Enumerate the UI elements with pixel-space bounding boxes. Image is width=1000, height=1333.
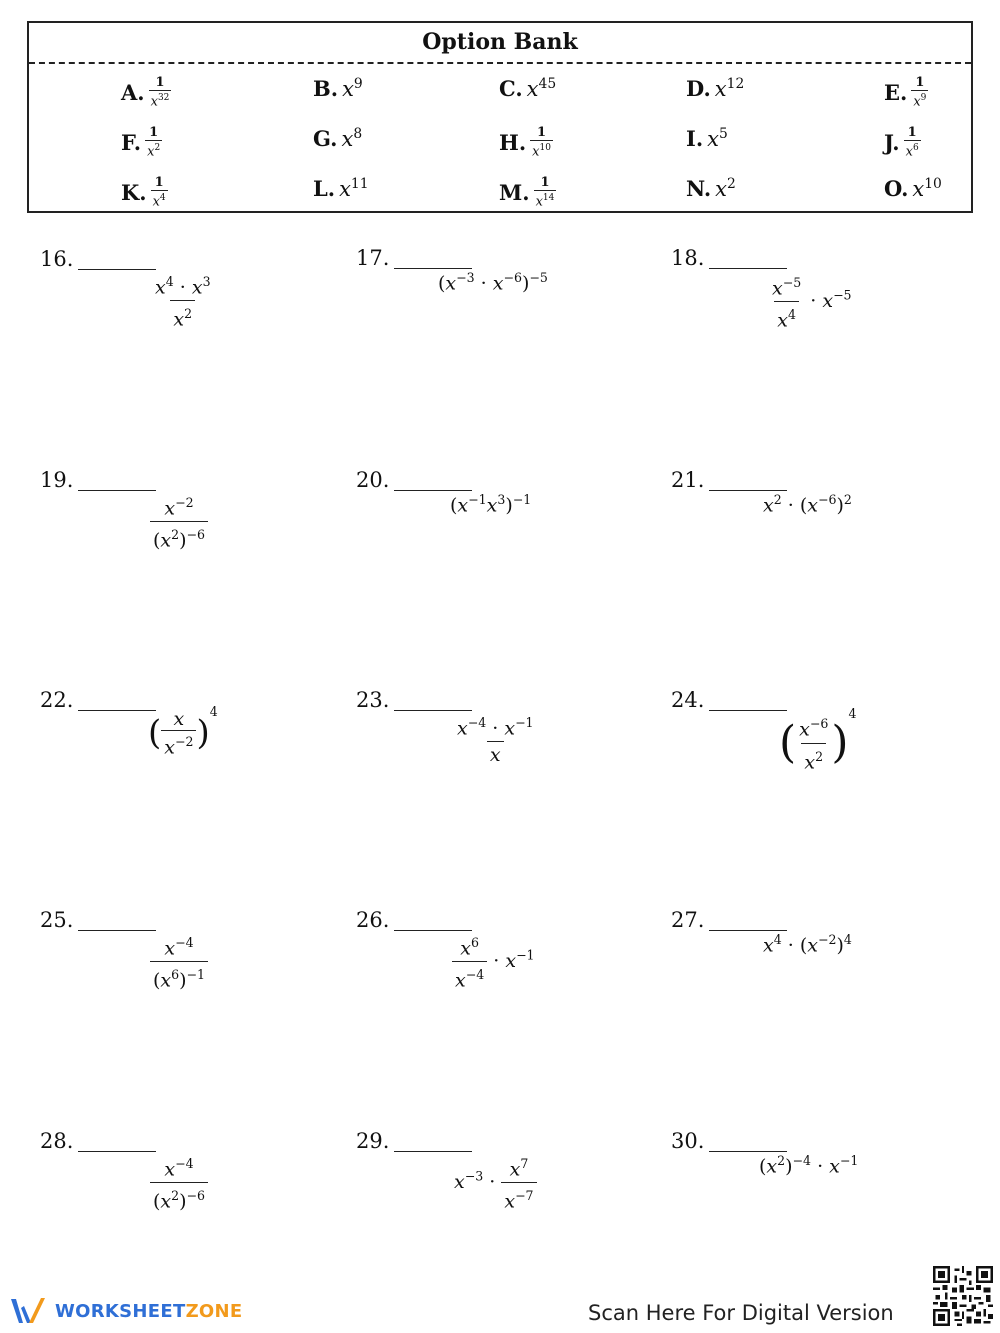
answer-blank[interactable]: [709, 268, 787, 269]
option-letter: K.: [121, 180, 147, 206]
scan-instruction: Scan Here For Digital Version: [588, 1301, 894, 1325]
problem-number: 19.: [40, 468, 74, 492]
problem-29: [356, 1129, 656, 1249]
option-letter: I.: [686, 126, 704, 151]
dashed-divider: [29, 62, 971, 64]
option-l: [313, 176, 369, 201]
option-f: [121, 126, 162, 159]
logo-wordmark: WORKSHEETZONE: [55, 1300, 243, 1322]
expression: $\frac{x^4 \cdot x^3}{x^2}$: [155, 274, 211, 331]
option-m: [499, 176, 556, 209]
expression: ( $\frac{x^{-6}}{x^2}$ )$^4$: [779, 706, 857, 773]
problem-22: [40, 688, 340, 808]
option-letter: L.: [313, 176, 336, 201]
problem-number: 18.: [671, 246, 705, 270]
option-letter: G.: [313, 126, 338, 151]
option-a: [121, 76, 171, 109]
problem-number: 21.: [671, 468, 705, 492]
answer-blank[interactable]: [78, 1151, 156, 1152]
option-value: $x^5$: [707, 126, 728, 151]
option-value: $\frac{1}{x^{10}}$: [532, 125, 551, 160]
option-letter: D.: [686, 76, 711, 101]
option-d: [686, 76, 744, 101]
option-letter: N.: [686, 176, 712, 201]
option-value: $x^{45}$: [526, 76, 557, 101]
option-k: [121, 176, 168, 209]
option-j: [884, 126, 921, 159]
worksheetzone-logo-icon: [9, 1296, 49, 1326]
answer-blank[interactable]: [394, 268, 472, 269]
option-value: $\frac{1}{x^4}$: [152, 175, 166, 210]
option-letter: A.: [121, 80, 145, 106]
option-o: [884, 176, 942, 201]
option-letter: O.: [884, 176, 909, 201]
problem-23: [356, 688, 656, 808]
expression: $\frac{x^6}{x^{-4}}$ · $x^{-1}$: [452, 930, 535, 994]
problem-18: [671, 246, 971, 366]
expression: $(x^{-3} \cdot x^{-6})^{-5}$: [438, 270, 548, 295]
option-b: [313, 76, 363, 101]
answer-blank[interactable]: [78, 490, 156, 491]
problem-number: 16.: [40, 247, 74, 271]
problem-24: [671, 688, 971, 808]
option-i: [686, 126, 728, 151]
option-value: $x^9$: [342, 76, 363, 101]
expression: $(x^2)^{-4} \cdot x^{-1}$: [759, 1153, 859, 1178]
option-e: [884, 76, 928, 109]
expression: $\frac{x^{-4} \cdot x^{-1}}{x}$: [457, 715, 534, 767]
option-letter: E.: [884, 80, 908, 106]
option-c: [499, 76, 556, 101]
option-letter: H.: [499, 130, 527, 156]
option-value: $\frac{1}{x^9}$: [913, 75, 927, 110]
option-n: [686, 176, 736, 201]
problem-number: 25.: [40, 908, 74, 932]
option-letter: C.: [499, 76, 523, 101]
problem-number: 24.: [671, 688, 705, 712]
option-value: $\frac{1}{x^{32}}$: [150, 75, 170, 110]
problem-number: 20.: [356, 468, 390, 492]
option-value: $\frac{1}{x^6}$: [905, 125, 919, 160]
problem-19: [40, 468, 340, 588]
option-letter: F.: [121, 130, 142, 156]
answer-blank[interactable]: [394, 490, 472, 491]
problem-number: 27.: [671, 908, 705, 932]
problem-26: [356, 908, 656, 1028]
answer-blank[interactable]: [709, 930, 787, 931]
qr-code-icon[interactable]: [933, 1266, 993, 1326]
option-value: $x^{11}$: [339, 176, 369, 201]
option-value: $\frac{1}{x^2}$: [147, 125, 161, 160]
answer-blank[interactable]: [709, 490, 787, 491]
option-letter: M.: [499, 180, 530, 206]
expression: $\frac{x^{-5}}{x^4}$ · $x^{-5}$: [772, 275, 852, 332]
worksheetzone-logo[interactable]: [9, 1296, 243, 1326]
answer-blank[interactable]: [709, 710, 787, 711]
option-value: $x^{12}$: [714, 76, 745, 101]
expression: $x^4 \cdot (x^{-2})^4$: [763, 932, 852, 957]
problem-21: [671, 468, 971, 588]
option-value: $x^2$: [715, 176, 736, 201]
problem-27: [671, 908, 971, 1028]
problem-number: 23.: [356, 688, 390, 712]
option-letter: B.: [313, 76, 339, 101]
expression: $\frac{x^{-4}}{(x^2)^{-6}}$: [150, 1151, 208, 1215]
option-value: $x^8$: [341, 126, 363, 151]
problem-25: [40, 908, 340, 1028]
option-h: [499, 126, 553, 159]
expression: $\frac{x^{-2}}{(x^2)^{-6}}$: [150, 490, 208, 554]
problem-number: 29.: [356, 1129, 390, 1153]
option-bank: [27, 21, 973, 213]
option-value: $x^{10}$: [912, 176, 942, 201]
option-g: [313, 126, 362, 151]
problem-30: [671, 1129, 971, 1249]
problem-number: 30.: [671, 1129, 705, 1153]
expression: $x^{-3}$ · $\frac{x^7}{x^{-7}}$: [454, 1151, 537, 1215]
problem-number: 28.: [40, 1129, 74, 1153]
expression: $x^2 \cdot (x^{-6})^2$: [763, 492, 852, 517]
problem-number: 26.: [356, 908, 390, 932]
answer-blank[interactable]: [78, 930, 156, 931]
problem-17: [356, 246, 656, 366]
answer-blank[interactable]: [78, 269, 156, 270]
problem-number: 17.: [356, 246, 390, 270]
answer-blank[interactable]: [709, 1151, 787, 1152]
expression: ( $\frac{x}{x^{-2}}$ )$^4$: [148, 704, 218, 759]
expression: $(x^{-1}x^3)^{-1}$: [450, 492, 532, 517]
answer-blank[interactable]: [78, 710, 156, 711]
problem-28: [40, 1129, 340, 1249]
option-value: $\frac{1}{x^{14}}$: [535, 175, 555, 210]
option-bank-title: Option Bank: [422, 29, 578, 55]
problem-20: [356, 468, 656, 588]
option-letter: J.: [884, 130, 900, 156]
problem-16: [40, 247, 340, 367]
problem-number: 22.: [40, 688, 74, 712]
expression: $\frac{x^{-4}}{(x^6)^{-1}}$: [150, 930, 208, 994]
